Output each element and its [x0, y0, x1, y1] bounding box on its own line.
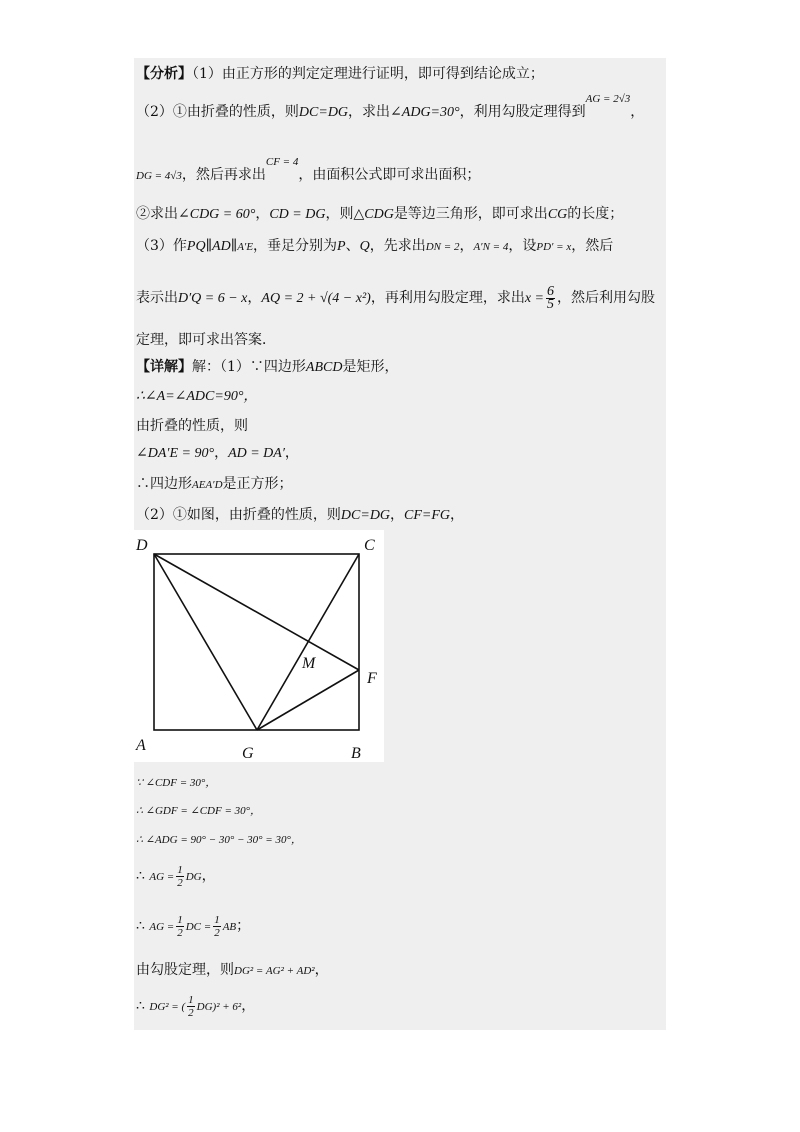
analysis-line-3: DG = 4√3，然后再求出$^{CF = 4}$，由面积公式即可求出面积； — [136, 156, 481, 183]
solution-line-4: ∠DA′E = 90°，AD = DA′， — [136, 445, 299, 461]
label-c: C — [364, 537, 375, 554]
solution-line-5: ∴四边形AEA′D是正方形； — [136, 476, 293, 492]
solution-tag: 【详解】 — [136, 359, 192, 375]
rectangle-fold-diagram — [134, 530, 384, 762]
analysis-line-4: ②求出∠CDG = 60°，CD = DG，则△CDG是等边三角形，即可求出CG的长度； — [136, 206, 624, 222]
solution-line-1: 【详解】解：（1）∵四边形ABCD是矩形， — [136, 359, 399, 375]
geometry-figure — [134, 530, 384, 762]
analysis-line-7: 定理，即可求出答案． — [136, 332, 276, 348]
analysis-line-1: 【分析】（1）由正方形的判定定理进行证明，即可得到结论成立； — [136, 66, 544, 82]
fraction-one-half: $\frac{1}{2}$ — [177, 863, 183, 889]
analysis-line-6: 表示出D′Q = 6 − x，AQ = 2 + √(4 − x²)，再利用勾股定理，求出x = $\frac{6}{5}$ ，然后利用勾股 — [136, 283, 656, 312]
segment-df — [154, 554, 359, 670]
solution-line-3: 由折叠的性质，则 — [136, 418, 248, 434]
fraction-one-half: $\frac{1}{2}$ — [177, 913, 183, 939]
analysis-tag: 【分析】 — [136, 66, 192, 82]
analysis-line-5: （3）作PQ∥AD∥A′E，垂足分别为P、Q，先求出DN = 2，A′N = 4，设PD′ = x，然后 — [136, 238, 614, 254]
rectangle-abcd — [154, 554, 359, 730]
fraction-one-half: $\frac{1}{2}$ — [214, 913, 220, 939]
segment-gf — [257, 670, 359, 730]
fraction-one-half: $\frac{1}{2}$ — [188, 993, 194, 1019]
solution-line-12: 由勾股定理，则DG² = AG² + AD²， — [136, 962, 329, 978]
solution-line-9: ∴ ∠ADG = 90° − 30° − 30° = 30°， — [136, 834, 302, 846]
label-b: B — [351, 745, 361, 762]
solution-line-2: ∴∠A=∠ADC=90°， — [136, 389, 258, 404]
label-m: M — [302, 655, 316, 672]
label-f: F — [367, 670, 377, 687]
analysis-line-2: （2）①由折叠的性质，则DC=DG，求出∠ADG=30°，利用勾股定理得到$^{AG = 2√3}$， — [136, 93, 645, 120]
solution-line-13: ∴ DG² = ( $\frac{1}{2}$ DG)² + 6²， — [136, 993, 256, 1019]
solution-line-11: ∴ AG = $\frac{1}{2}$ DC = $\frac{1}{2}$ AB； — [136, 913, 251, 939]
solution-line-8: ∴ ∠GDF = ∠CDF = 30°， — [136, 805, 262, 817]
label-d: D — [136, 537, 148, 554]
segment-dg — [154, 554, 257, 730]
label-g: G — [242, 745, 254, 762]
label-a: A — [136, 737, 146, 754]
solution-line-6: （2）①如图，由折叠的性质，则DC=DG，CF=FG， — [136, 507, 465, 523]
solution-line-7: ∵ ∠CDF = 30°， — [136, 777, 217, 789]
fraction-six-fifths: $\frac{6}{5}$ — [547, 283, 555, 312]
solution-line-10: ∴ AG = $\frac{1}{2}$ DG， — [136, 863, 216, 889]
